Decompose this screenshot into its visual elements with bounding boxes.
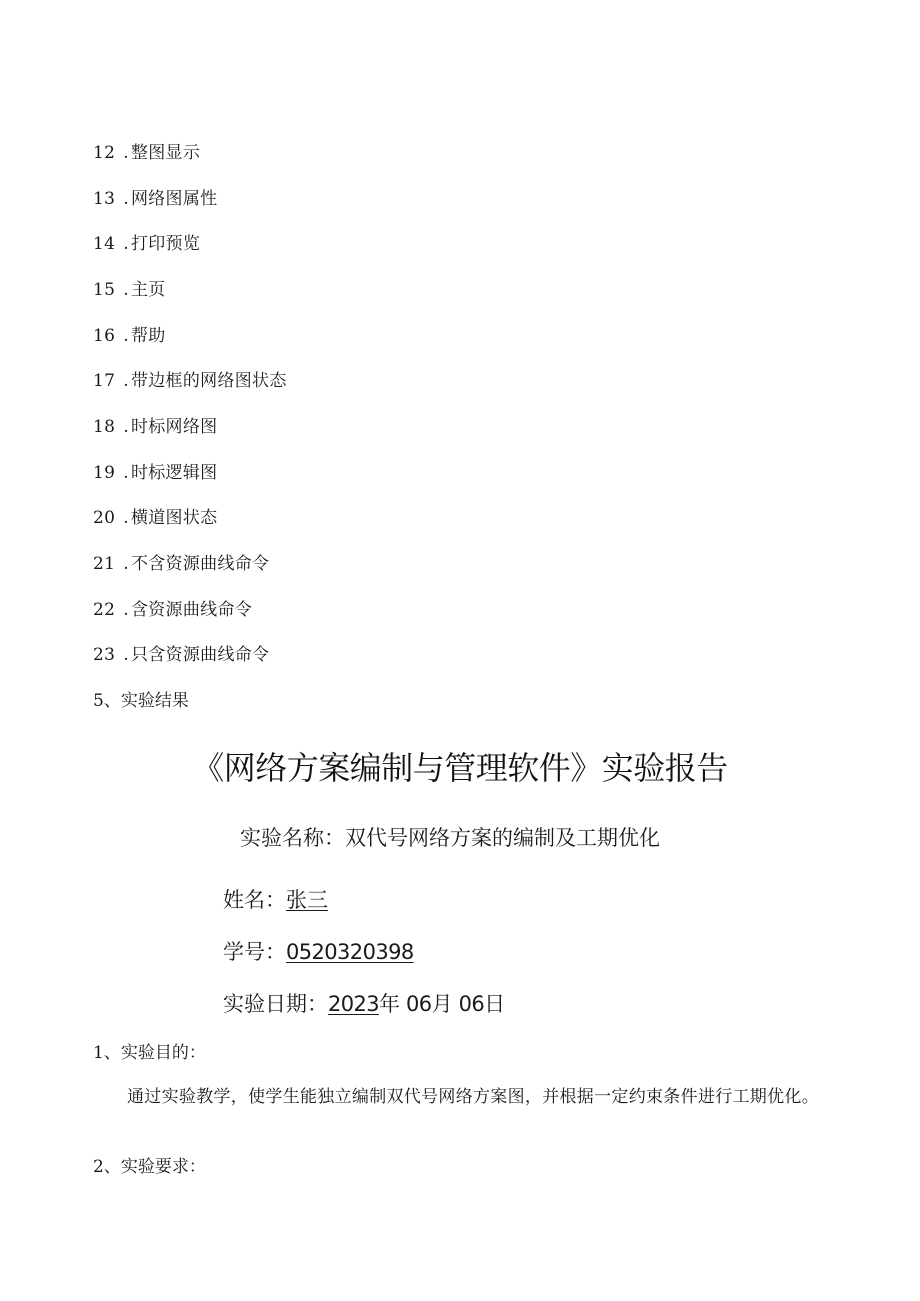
- item-dot: .: [123, 508, 129, 528]
- date-label: 实验日期：: [223, 992, 328, 1016]
- item-number: 12: [93, 143, 116, 163]
- list-item: [93, 188, 217, 210]
- list-item: [93, 142, 200, 164]
- item-number: 21: [93, 554, 116, 574]
- item-number: 23: [93, 645, 116, 665]
- section-heading-requirements: 2、实验要求：: [93, 1157, 206, 1177]
- item-label: 整图显示: [130, 143, 201, 163]
- section-heading-purpose: 1、实验目的：: [93, 1043, 206, 1063]
- item-label: 打印预览: [130, 234, 201, 254]
- list-item: [93, 279, 166, 301]
- list-item: [93, 599, 252, 621]
- item-number: 15: [93, 280, 116, 300]
- item-label: 时标网络图: [130, 417, 218, 437]
- item-dot: .: [123, 189, 129, 209]
- item-label: 时标逻辑图: [130, 463, 218, 483]
- student-name-line: [223, 886, 328, 914]
- list-item: [93, 644, 269, 666]
- item-number: 17: [93, 371, 116, 391]
- item-label: 含资源曲线命令: [130, 600, 253, 620]
- experiment-name: 实验名称：双代号网络方案的编制及工期优化: [240, 826, 660, 850]
- item-number: 18: [93, 417, 116, 437]
- experiment-date-line: [223, 990, 505, 1018]
- item-dot: .: [123, 234, 129, 254]
- item-dot: .: [123, 143, 129, 163]
- purpose-paragraph: 通过实验教学，使学生能独立编制双代号网络方案图，并根据一定约束条件进行工期优化。: [127, 1087, 819, 1107]
- item-number: 14: [93, 234, 116, 254]
- date-day-unit: 日: [484, 992, 506, 1016]
- item-label: 带边框的网络图状态: [130, 371, 287, 391]
- item-dot: .: [123, 600, 129, 620]
- item-dot: .: [123, 463, 129, 483]
- list-item: [93, 416, 217, 438]
- id-value: 0520320398: [286, 940, 414, 964]
- date-day: 06: [458, 992, 485, 1016]
- date-year-unit: 年: [379, 992, 401, 1016]
- item-number: 13: [93, 189, 116, 209]
- date-month: 06: [406, 992, 432, 1016]
- item-number: 20: [93, 508, 116, 528]
- student-id-line: [223, 938, 414, 966]
- item-dot: .: [123, 326, 129, 346]
- item-label: 只含资源曲线命令: [130, 645, 270, 665]
- item-dot: .: [123, 417, 129, 437]
- id-label: 学号：: [223, 940, 286, 964]
- list-item: [93, 370, 287, 392]
- section-heading-results: 5、实验结果: [93, 691, 189, 711]
- item-dot: .: [123, 371, 129, 391]
- item-number: 16: [93, 326, 116, 346]
- item-label: 帮助: [130, 326, 166, 346]
- date-month-unit: 月: [431, 992, 453, 1016]
- list-item: [93, 553, 269, 575]
- name-label: 姓名：: [223, 888, 286, 912]
- date-year: 2023: [328, 992, 380, 1016]
- item-number: 22: [93, 600, 116, 620]
- item-dot: .: [123, 645, 129, 665]
- list-item: [93, 462, 217, 484]
- list-item: [93, 507, 217, 529]
- item-dot: .: [123, 280, 129, 300]
- item-label: 横道图状态: [130, 508, 218, 528]
- item-label: 不含资源曲线命令: [130, 554, 270, 574]
- report-title: 《网络方案编制与管理软件》实验报告: [192, 749, 728, 787]
- item-label: 主页: [130, 280, 166, 300]
- list-item: [93, 233, 200, 255]
- item-number: 19: [93, 463, 116, 483]
- item-label: 网络图属性: [130, 189, 218, 209]
- item-dot: .: [123, 554, 129, 574]
- name-value: 张三: [286, 888, 328, 912]
- list-item: [93, 325, 166, 347]
